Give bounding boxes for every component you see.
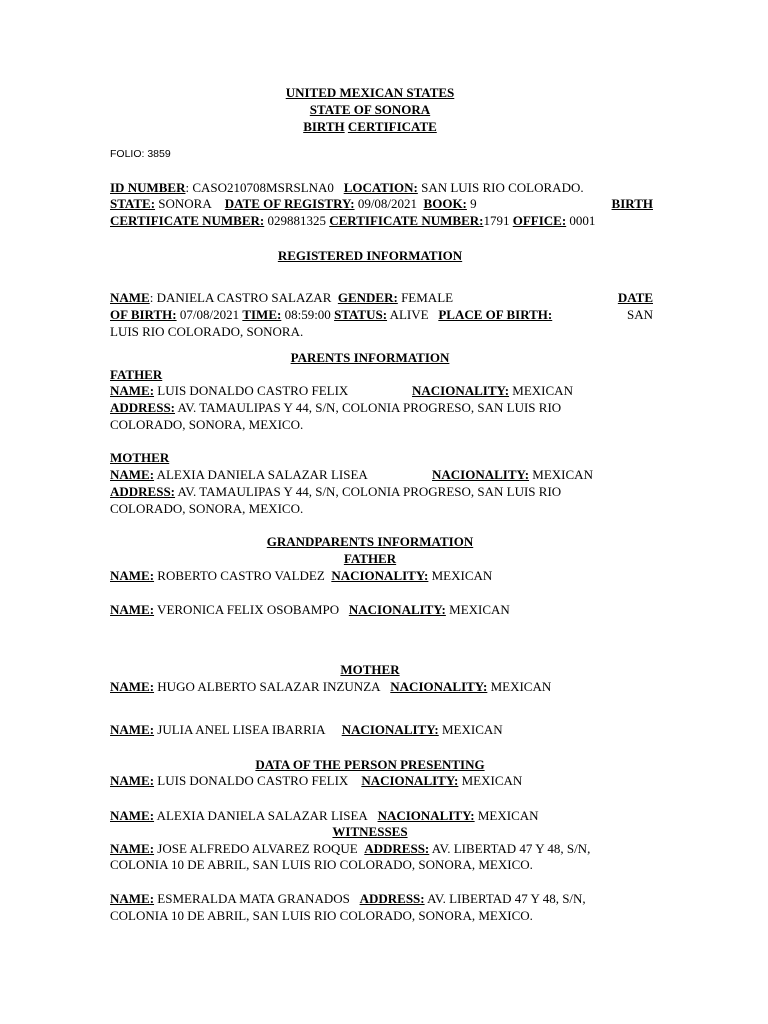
grandparent-2-name-label: NAME: (110, 602, 155, 617)
registry-date-label: DATE OF REGISTRY: (224, 196, 355, 211)
date-of-birth-value: 07/08/2021 (176, 307, 240, 322)
registry-line-1 (110, 180, 653, 196)
presenter-2-name-label: NAME: (110, 808, 155, 823)
presenter-2-nationality: MEXICAN (474, 808, 539, 823)
father-nationality (412, 383, 573, 399)
father-nationality-value: MEXICAN (509, 383, 573, 398)
mother-name-value: ALEXIA DANIELA SALAZAR LISEA (154, 467, 368, 482)
location-value: SAN LUIS RIO COLORADO. (417, 180, 584, 195)
place-of-birth-label: PLACE OF BIRTH: (438, 307, 553, 322)
witness-2-address-a: AV. LIBERTAD 47 Y 48, S/N, (424, 891, 586, 906)
witness-1-address-label: ADDRESS: (364, 841, 430, 856)
header-line-2: STATE OF SONORA (309, 102, 431, 117)
mother-address-value-b: COLORADO, SONORA, MEXICO. (110, 501, 304, 516)
header-certificate: CERTIFICATE (347, 119, 437, 134)
header-birth: BIRTH (303, 119, 345, 134)
father-address-line-1 (110, 400, 653, 416)
presenter-2-name: ALEXIA DANIELA SALAZAR LISEA (154, 808, 368, 823)
presenter-2-line (110, 808, 653, 824)
status-label: STATUS: (334, 307, 388, 322)
registry-date-value: 09/08/2021 (354, 196, 418, 211)
presenter-1-nationality: MEXICAN (458, 773, 523, 788)
father-line (110, 383, 653, 399)
registered-line-1 (110, 290, 653, 306)
grandparent-1-nationality: MEXICAN (428, 568, 493, 583)
header-line-1: UNITED MEXICAN STATES (285, 85, 455, 100)
presenter-1-nationality-label: NACIONALITY: (361, 773, 459, 788)
grandparent-4-name: JULIA ANEL LISEA IBARRIA (154, 722, 326, 737)
grandparent-3-nationality: MEXICAN (487, 679, 552, 694)
witness-2-address-b: COLONIA 10 DE ABRIL, SAN LUIS RIO COLORADO, SONORA, MEXICO. (110, 908, 533, 923)
state-label: STATE: (110, 196, 156, 211)
grandparent-3-nationality-label: NACIONALITY: (390, 679, 488, 694)
grandparent-4-nationality-label: NACIONALITY: (341, 722, 439, 737)
witness-1-line-1 (110, 841, 653, 857)
presenter-1-name: LUIS DONALDO CASTRO FELIX (154, 773, 349, 788)
witness-1-name-label: NAME: (110, 841, 155, 856)
grandparent-4-line (110, 722, 653, 738)
grandparents-mother-heading: MOTHER (340, 662, 400, 677)
mother-name-label: NAME: (110, 467, 155, 482)
mother-address-value-a: AV. TAMAULIPAS Y 44, S/N, COLONIA PROGRESO, SAN LUIS RIO (175, 484, 562, 499)
certificate-number-value: 029881325 (264, 213, 326, 228)
mother-nationality-value: MEXICAN (529, 467, 593, 482)
birth-label: BIRTH (611, 196, 653, 211)
witness-2-name: ESMERALDA MATA GRANADOS (154, 891, 350, 906)
registered-name-label: NAME (110, 290, 150, 305)
presenter-1-name-label: NAME: (110, 773, 155, 788)
gender-label: GENDER: (337, 290, 398, 305)
book-value: 9 (466, 196, 477, 211)
witness-1-address-a: AV. LIBERTAD 47 Y 48, S/N, (429, 841, 591, 856)
father-address-label: ADDRESS: (110, 400, 176, 415)
father-address-value-b: COLORADO, SONORA, MEXICO. (110, 417, 304, 432)
registry-line-2 (110, 196, 653, 212)
presenter-2-nationality-label: NACIONALITY: (377, 808, 475, 823)
registered-line-2 (110, 307, 653, 323)
father-nationality-label: NACIONALITY: (412, 383, 510, 398)
father-name-label: NAME: (110, 383, 155, 398)
presenting-heading: DATA OF THE PERSON PRESENTING (255, 757, 485, 772)
parents-father-heading: FATHER (110, 367, 163, 382)
place-of-birth-value-a: SAN (626, 307, 653, 322)
grandparent-1-line (110, 568, 653, 584)
father-name-value: LUIS DONALDO CASTRO FELIX (154, 383, 349, 398)
grandparent-4-nationality: MEXICAN (438, 722, 503, 737)
place-of-birth-value-b: LUIS RIO COLORADO, SONORA. (110, 324, 304, 339)
grandparent-2-name: VERONICA FELIX OSOBAMPO (154, 602, 340, 617)
registered-name-value: : DANIELA CASTRO SALAZAR (149, 290, 332, 305)
grandparents-heading: GRANDPARENTS INFORMATION (266, 534, 474, 549)
grandparent-2-nationality: MEXICAN (445, 602, 510, 617)
time-label: TIME: (242, 307, 282, 322)
mother-nationality-label: NACIONALITY: (432, 467, 530, 482)
parents-mother-heading: MOTHER (110, 450, 170, 465)
registered-heading: REGISTERED INFORMATION (277, 248, 463, 263)
witness-1-name: JOSE ALFREDO ALVAREZ ROQUE (154, 841, 358, 856)
state-value: SONORA (155, 196, 212, 211)
grandparent-1-name-label: NAME: (110, 568, 155, 583)
certificate-number-label: CERTIFICATE NUMBER: (110, 213, 265, 228)
witness-1-address-b: COLONIA 10 DE ABRIL, SAN LUIS RIO COLORADO, SONORA, MEXICO. (110, 857, 533, 872)
father-address-value-a: AV. TAMAULIPAS Y 44, S/N, COLONIA PROGRESO, SAN LUIS RIO (175, 400, 562, 415)
parents-heading: PARENTS INFORMATION (290, 350, 450, 365)
presenter-1-line (110, 773, 653, 789)
mother-nationality (432, 467, 593, 483)
time-value: 08:59:00 (281, 307, 331, 322)
grandparent-2-line (110, 602, 653, 618)
grandparent-3-name-label: NAME: (110, 679, 155, 694)
grandparent-1-nationality-label: NACIONALITY: (331, 568, 429, 583)
witness-2-name-label: NAME: (110, 891, 155, 906)
certificate-number-2-value: 1791 (483, 213, 510, 228)
folio: FOLIO: 3859 (110, 148, 171, 160)
location-label: LOCATION: (343, 180, 418, 195)
witness-2-address-label: ADDRESS: (359, 891, 425, 906)
witness-2-line-1 (110, 891, 653, 907)
grandparent-3-line (110, 679, 653, 695)
id-label: ID NUMBER (110, 180, 186, 195)
mother-line (110, 467, 653, 483)
mother-address-label: ADDRESS: (110, 484, 176, 499)
gender-value: FEMALE (397, 290, 454, 305)
office-value: 0001 (566, 213, 596, 228)
grandparent-4-name-label: NAME: (110, 722, 155, 737)
grandparents-father-heading: FATHER (343, 551, 397, 566)
grandparent-2-nationality-label: NACIONALITY: (348, 602, 446, 617)
registry-line-2-left (110, 196, 477, 212)
grandparent-3-name: HUGO ALBERTO SALAZAR INZUNZA (154, 679, 381, 694)
office-label: OFFICE: (512, 213, 567, 228)
witnesses-heading: WITNESSES (332, 824, 408, 839)
header-line-3 (0, 119, 740, 135)
registered-line-1-left (110, 290, 453, 306)
date-of-birth-label-a: DATE (617, 290, 653, 305)
registered-line-2-left (110, 307, 552, 323)
certificate-number-2-label: CERTIFICATE NUMBER: (329, 213, 484, 228)
grandparent-1-name: ROBERTO CASTRO VALDEZ (154, 568, 325, 583)
book-label: BOOK: (423, 196, 467, 211)
mother-address-line-1 (110, 484, 653, 500)
status-value: ALIVE (387, 307, 429, 322)
id-value: : CASO210708MSRSLNA0 (185, 180, 334, 195)
registry-line-3 (110, 213, 653, 229)
date-of-birth-label-b: OF BIRTH: (110, 307, 177, 322)
